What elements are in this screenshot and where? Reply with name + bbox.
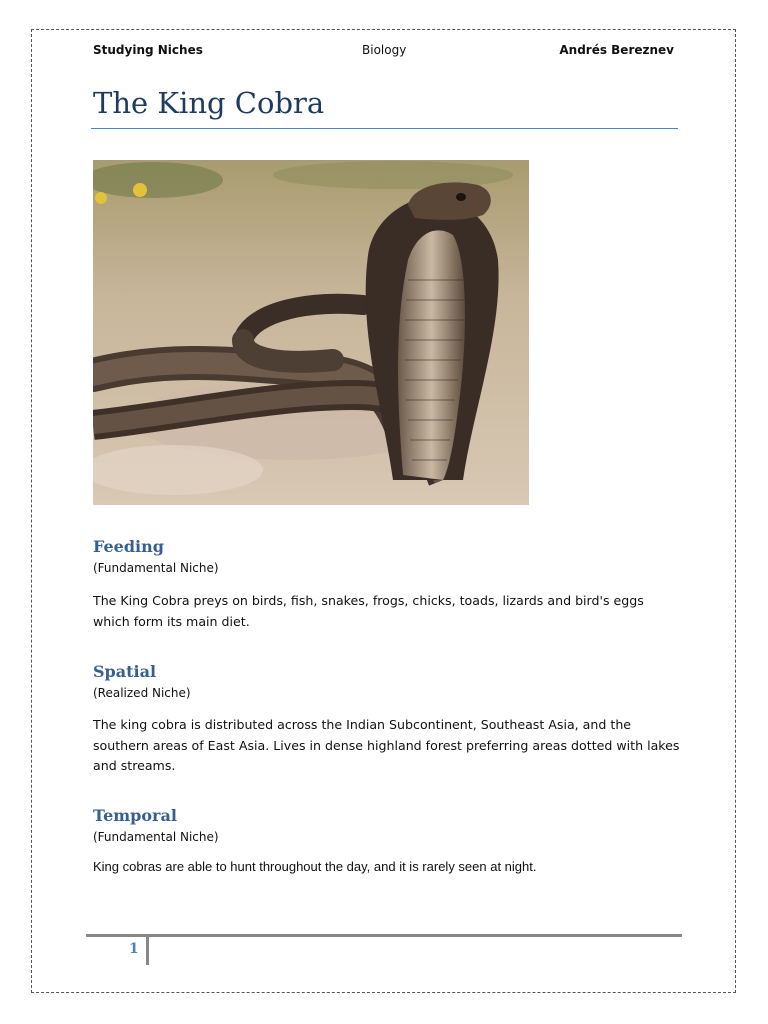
section-temporal-subheading: (Fundamental Niche) (93, 830, 219, 844)
page-number: 1 (129, 941, 139, 957)
header-author: Andrés Bereznev (559, 43, 674, 57)
header-topic: Studying Niches (93, 43, 203, 57)
section-spatial-text: The king cobra is distributed across the Indian Subcontinent, Southeast Asia, and the southern areas of East Asia. Lives in dense highland forest preferring areas dotted with lakes and streams. (93, 717, 680, 773)
header-subject: Biology (362, 43, 407, 57)
section-spatial-subheading: (Realized Niche) (93, 686, 191, 700)
footer-rule (86, 934, 682, 937)
section-temporal-text: King cobras are able to hunt throughout the day, and it is rarely seen at night. (93, 859, 537, 874)
section-spatial-heading: Spatial (93, 662, 157, 681)
section-feeding-subheading: (Fundamental Niche) (93, 561, 219, 575)
section-feeding-text: The King Cobra preys on birds, fish, snakes, frogs, chicks, toads, lizards and bird's eggs which form its main diet. (93, 593, 644, 629)
document-title: The King Cobra (93, 86, 325, 120)
footer-divider (146, 937, 149, 965)
title-underline (91, 128, 678, 129)
section-feeding-heading: Feeding (93, 537, 164, 556)
king-cobra-photo (93, 160, 529, 505)
section-temporal-heading: Temporal (93, 806, 177, 825)
